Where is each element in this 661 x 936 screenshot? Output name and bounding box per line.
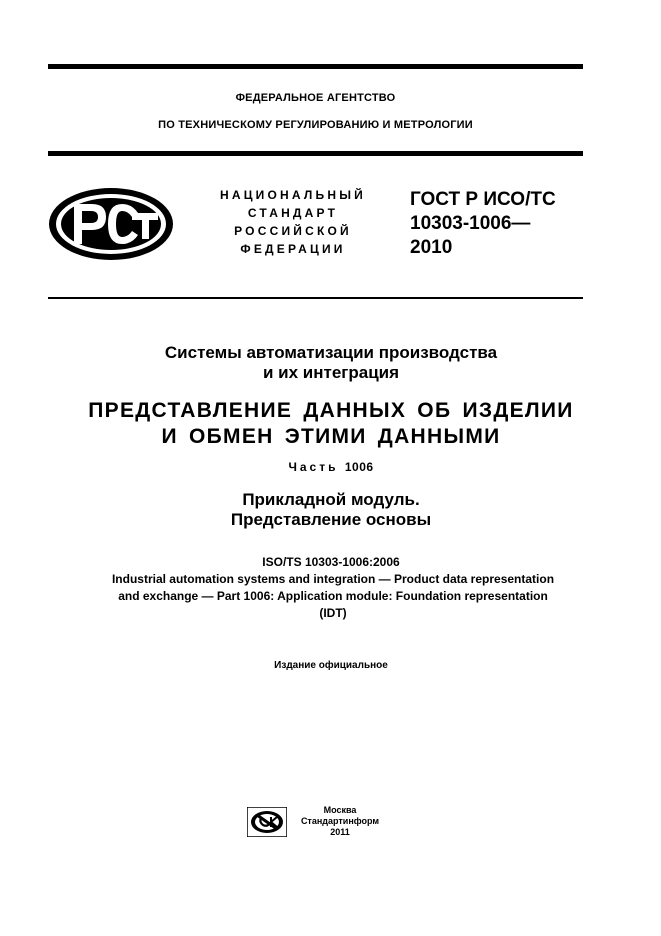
main-title <box>48 398 614 450</box>
iso-title-line-1: Industrial automation systems and integration — Product data representation <box>111 572 555 586</box>
agency-line-2: ПО ТЕХНИЧЕСКОМУ РЕГУЛИРОВАНИЮ И МЕТРОЛОГИИ <box>158 119 473 131</box>
publisher-city: Москва <box>323 805 357 815</box>
systems-title <box>48 343 614 383</box>
module-title <box>48 490 614 530</box>
top-rule <box>48 64 583 69</box>
national-standard-label <box>200 186 386 258</box>
publisher-block <box>292 805 388 838</box>
publisher-year: 2011 <box>330 827 350 837</box>
gost-line-2: 10303-1006— <box>410 213 531 234</box>
header-rule <box>48 151 583 156</box>
national-standard-line-2: СТАНДАРТ <box>247 206 339 220</box>
main-title-line-2: И ОБМЕН ЭТИМИ ДАННЫМИ <box>161 425 501 448</box>
gost-line-1: ГОСТ Р ИСО/ТС <box>410 189 556 210</box>
national-standard-line-3: РОССИЙСКОЙ <box>234 224 352 238</box>
edition-label: Издание официальное <box>274 660 388 671</box>
national-standard-line-1: НАЦИОНАЛЬНЫЙ <box>219 188 367 202</box>
publisher-name: Стандартинформ <box>300 816 380 826</box>
module-title-line-2: Представление основы <box>230 510 432 529</box>
title-rule <box>48 297 583 299</box>
agency-line-1: ФЕДЕРАЛЬНОЕ АГЕНТСТВО <box>235 92 396 104</box>
gost-designation <box>410 188 610 260</box>
iso-code: ISO/TS 10303-1006:2006 <box>262 555 400 569</box>
gost-line-3: 2010 <box>410 237 453 258</box>
iso-title <box>40 571 626 622</box>
part-label <box>48 460 614 474</box>
iso-title-line-2: and exchange — Part 1006: Application module: Foundation representation <box>118 589 548 603</box>
rst-logo-icon <box>48 187 174 261</box>
iso-title-line-3: (IDT) <box>319 606 347 620</box>
part-number: 1006 <box>344 460 374 474</box>
systems-title-line-1: Системы автоматизации производства <box>164 343 498 362</box>
standartinform-logo-icon <box>247 807 287 837</box>
part-word: Часть <box>288 460 339 474</box>
national-standard-line-4: ФЕДЕРАЦИИ <box>240 242 346 256</box>
systems-title-line-2: и их интеграция <box>262 363 400 382</box>
main-title-line-1: ПРЕДСТАВЛЕНИЕ ДАННЫХ ОБ ИЗДЕЛИИ <box>88 399 574 422</box>
module-title-line-1: Прикладной модуль. <box>242 490 420 509</box>
